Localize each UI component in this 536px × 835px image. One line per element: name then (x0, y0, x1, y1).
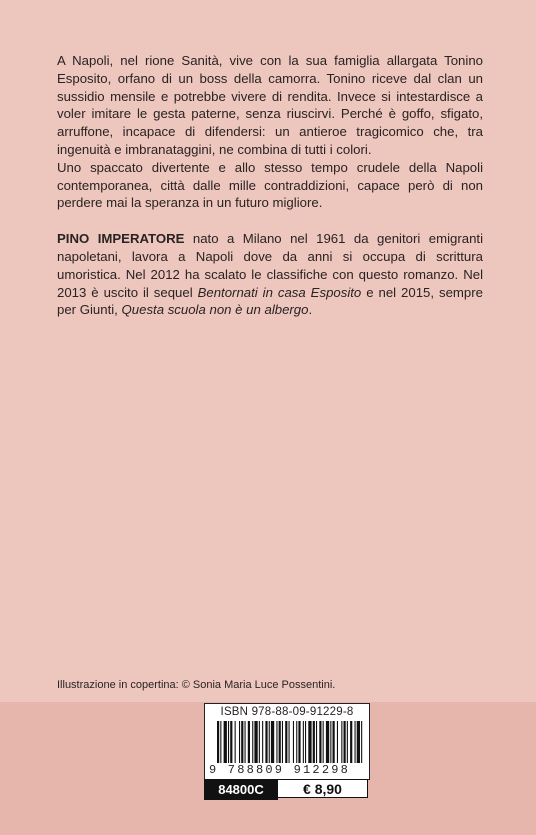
isbn-label: ISBN 978-88-09-91229-8 (220, 706, 354, 718)
price: € 8,90 (277, 779, 368, 798)
book-title-bentornati: Bentornati in casa Esposito (197, 284, 362, 300)
author-bio-text-2: e nel 2015, sempre per Giunti, (57, 284, 483, 318)
illustration-credit: Illustrazione in copertina: © Sonia Maria Luce Possentini. (57, 679, 336, 691)
book-title-questa-scuola: Questa scuola non è un albergo (121, 302, 309, 318)
author-bio (57, 230, 483, 319)
author-bio-text-1: nato a Milano nel 1961 da genitori emigranti napoletani, lavora a Napoli dove da anni si occupa di scrittura umoristica. Nel 2012 ha scalato le classifiche con questo romanzo. Nel 2013 è uscito il sequel (57, 231, 483, 300)
author-name: PINO IMPERATORE (57, 231, 185, 247)
barcode (204, 703, 370, 780)
blurb-paragraph-1: A Napoli, nel rione Sanità, vive con la sua famiglia allargata Tonino Esposito, orfano di un boss della camorra. Tonino riceve dal clan un sussidio mensile e potrebbe vivere di rendita. Invece si intestardisce a voler imitare le gesta paterne, senza riuscirvi. Perché è goffo, sfigato, arruffone, incapace di difendersi: un antieroe tragicomico che, tra ingenuità e imbranataggini, ne combina di tutti i colori. (57, 53, 483, 157)
product-code: 84800C (204, 779, 278, 800)
blurb-paragraph-2: Uno spaccato divertente e allo stesso tempo crudele della Napoli contemporanea, città dalle mille contraddizioni, capace però di non perdere mai la speranza in un futuro migliore. (57, 159, 483, 211)
author-bio-text-end: . (308, 302, 313, 318)
blurb-text (57, 52, 483, 319)
barcode-digits: 9 788809 912298 (209, 763, 351, 777)
barcode-bars (217, 721, 363, 763)
